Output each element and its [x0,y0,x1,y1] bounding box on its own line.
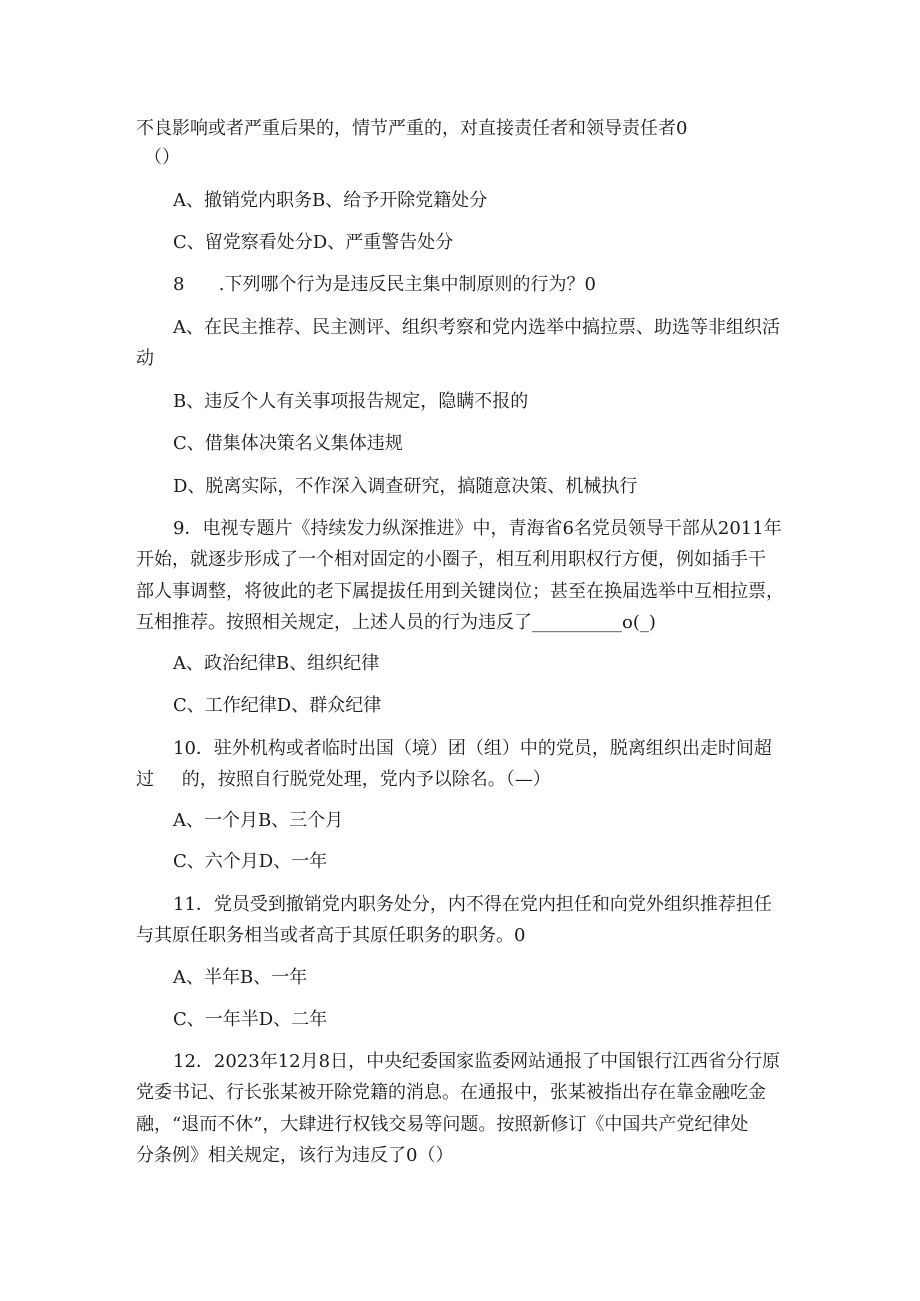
q10-options-cd: C、六个月D、一年 [173,851,328,872]
q8-stem: 8 .下列哪个行为是违反民主集中制原则的行为？0 [173,274,596,295]
q8-option-b: B、违反个人有关事项报告规定，隐瞒不报的 [173,391,529,412]
q9-stem-line-1: 9．电视专题片《持续发力纵深推进》中，青海省6名党员领导干部从2011年 [173,518,782,539]
q10-stem-line-1: 10．驻外机构或者临时出国（境）团（组）中的党员，脱离组织出走时间超 [173,738,772,759]
q12-stem-line-4: 分条例》相关规定，该行为违反了0（） [136,1145,454,1166]
q12-stem-line-1: 12．2023年12月8日，中央纪委国家监委网站通报了中国银行江西省分行原 [173,1051,781,1072]
q7-options-cd: C、留党察看处分D、严重警告处分 [173,232,454,253]
q12-stem-line-2: 党委书记、行长张某被开除党籍的消息。在通报中，张某被指出存在靠金融吃金 [136,1082,766,1103]
q8-option-a-line-1: A、在民主推荐、民主测评、组织考察和党内选举中搞拉票、助选等非组织活 [173,317,780,338]
q9-stem-line-2: 开始，就逐步形成了一个相对固定的小圈子，相互利用职权行方便，例如插手干 [136,549,766,570]
q7-options-ab: A、撤销党内职务B、给予开除党籍处分 [173,190,488,211]
q8-option-a-line-2: 动 [136,348,154,369]
q10-options-ab: A、一个月B、三个月 [173,810,344,831]
q8-option-d: D、脱离实际，不作深入调查研究，搞随意决策、机械执行 [173,476,638,497]
q11-stem-line-1: 11．党员受到撤销党内职务处分，内不得在党内担任和向党外组织推荐担任 [173,894,772,915]
q7-stem-line-1: 不良影响或者严重后果的，情节严重的，对直接责任者和领导责任者0 [136,118,688,139]
q9-options-ab: A、政治纪律B、组织纪律 [173,653,380,674]
q12-stem-line-3: 融，“退而不休”，大肆进行权钱交易等问题。按照新修订《中国共产党纪律处 [136,1114,749,1135]
q10-stem-line-2: 过 的，按照自行脱党处理，党内予以除名。（—） [136,769,551,790]
q8-option-c: C、借集体决策名义集体违规 [173,433,403,454]
q11-options-ab: A、半年B、一年 [173,967,308,988]
q9-options-cd: C、工作纪律D、群众纪律 [173,695,382,716]
q9-stem-line-4: 互相推荐。按照相关规定，上述人员的行为违反了__________o(_) [136,612,656,633]
q7-answer-blank: （） [144,147,180,168]
q11-stem-line-2: 与其原任职务相当或者高于其原任职务的职务。0 [136,925,526,946]
q9-stem-line-3: 部人事调整，将彼此的老下属提拔任用到关键岗位；甚至在换届选举中互相拉票， [136,581,784,602]
q11-options-cd: C、一年半D、二年 [173,1009,328,1030]
